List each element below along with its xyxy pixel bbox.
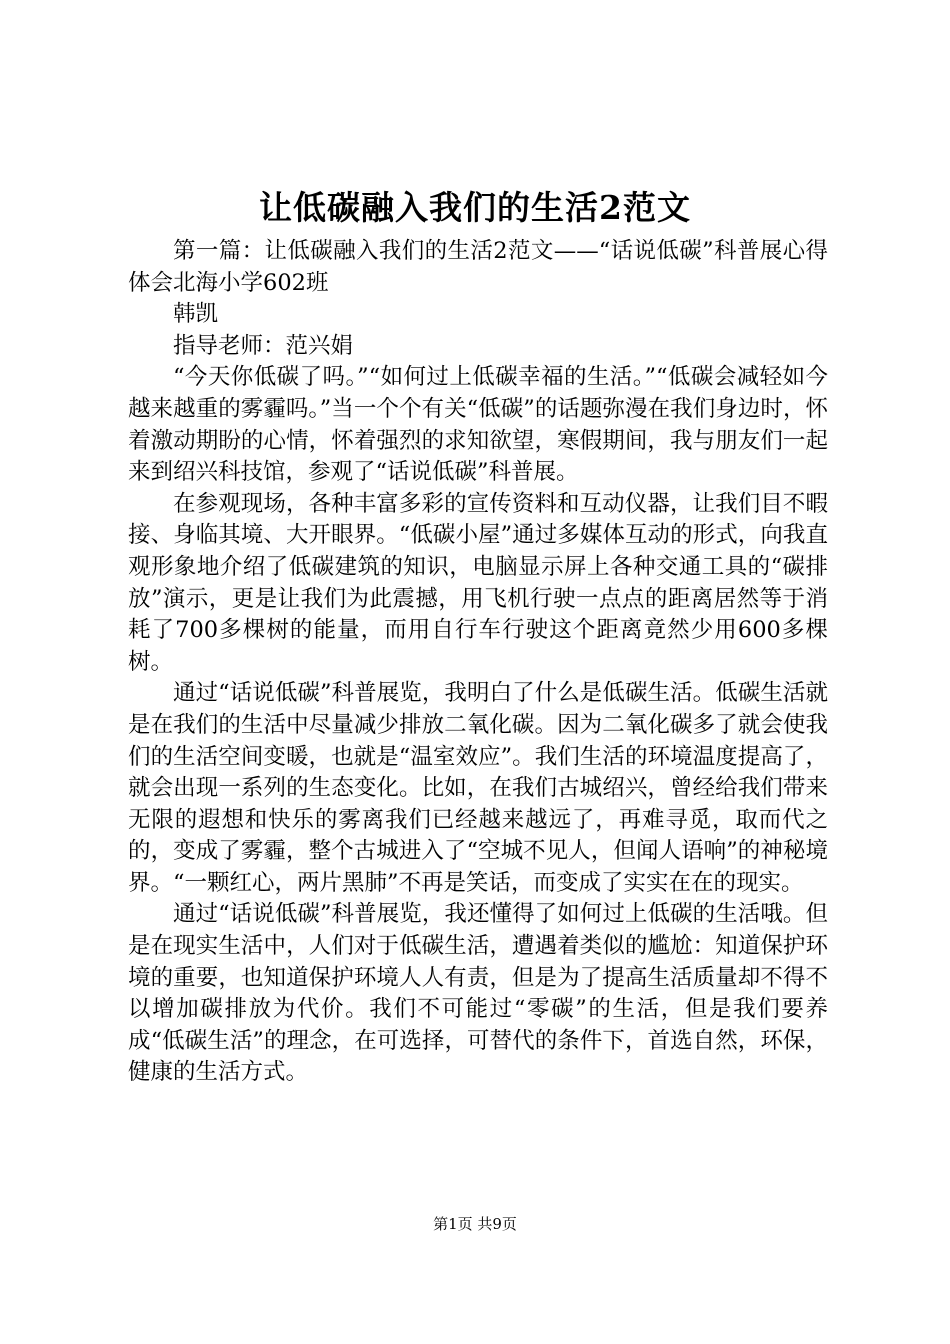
paragraph-heading: 第一篇：让低碳融入我们的生活2范文——“话说低碳”科普展心得体会北海小学602班 (128, 238, 828, 296)
page-footer: 第1页 共9页 (433, 1215, 517, 1233)
paragraph-visit: 在参观现场，各种丰富多彩的宣传资料和互动仪器，让我们目不暇接、身临其境、大开眼界。“低碳小屋”通过多媒体互动的形式，向我直观形象地介绍了低碳建筑的知识，电脑显示屏上各种交通工具的“碳排放”演示，更是让我们为此震撼，用飞机行驶一点点的距离居然等于消耗了700多棵树的能量，而用自行车行驶这个距离竟然少用600多棵树。 (128, 490, 828, 675)
paragraph-intro: “今天你低碳了吗。”“如何过上低碳幸福的生活。”“低碳会减轻如今越来越重的雾霾吗。”当一个个有关“低碳”的话题弥漫在我们身边时，怀着激动期盼的心情，怀着强烈的求知欲望，寒假期间，我与朋友们一起来到绍兴科技馆，参观了“话说低碳”科普展。 (128, 364, 828, 486)
paragraph-teacher: 指导老师：范兴娟 (173, 332, 354, 359)
paragraph-low-carbon-meaning: 通过“话说低碳”科普展览，我明白了什么是低碳生活。低碳生活就是在我们的生活中尽量减少排放二氧化碳。因为二氧化碳多了就会使我们的生活空间变暖，也就是“温室效应”。我们生活的环境温度提高了，就会出现一系列的生态变化。比如，在我们古城绍兴，曾经给我们带来无限的遐想和快乐的雾离我们已经越来越远了，再难寻觅，取而代之的，变成了雾霾，整个古城进入了“空城不见人，但闻人语响”的神秘境界。“一颗红心，两片黑肺”不再是笑话，而变成了实实在在的现实。 (128, 680, 828, 896)
paragraph-author: 韩凯 (173, 301, 219, 328)
document-body (128, 236, 828, 1089)
document-title: 让低碳融入我们的生活2范文 (259, 188, 691, 227)
paragraph-low-carbon-living: 通过“话说低碳”科普展览，我还懂得了如何过上低碳的生活哦。但是在现实生活中，人们对于低碳生活，遭遇着类似的尴尬：知道保护环境的重要，也知道保护环境人人有责，但是为了提高生活质量却不得不以增加碳排放为代价。我们不可能过“零碳”的生活，但是我们要养成“低碳生活”的理念，在可选择，可替代的条件下，首选自然，环保，健康的生活方式。 (128, 901, 828, 1086)
